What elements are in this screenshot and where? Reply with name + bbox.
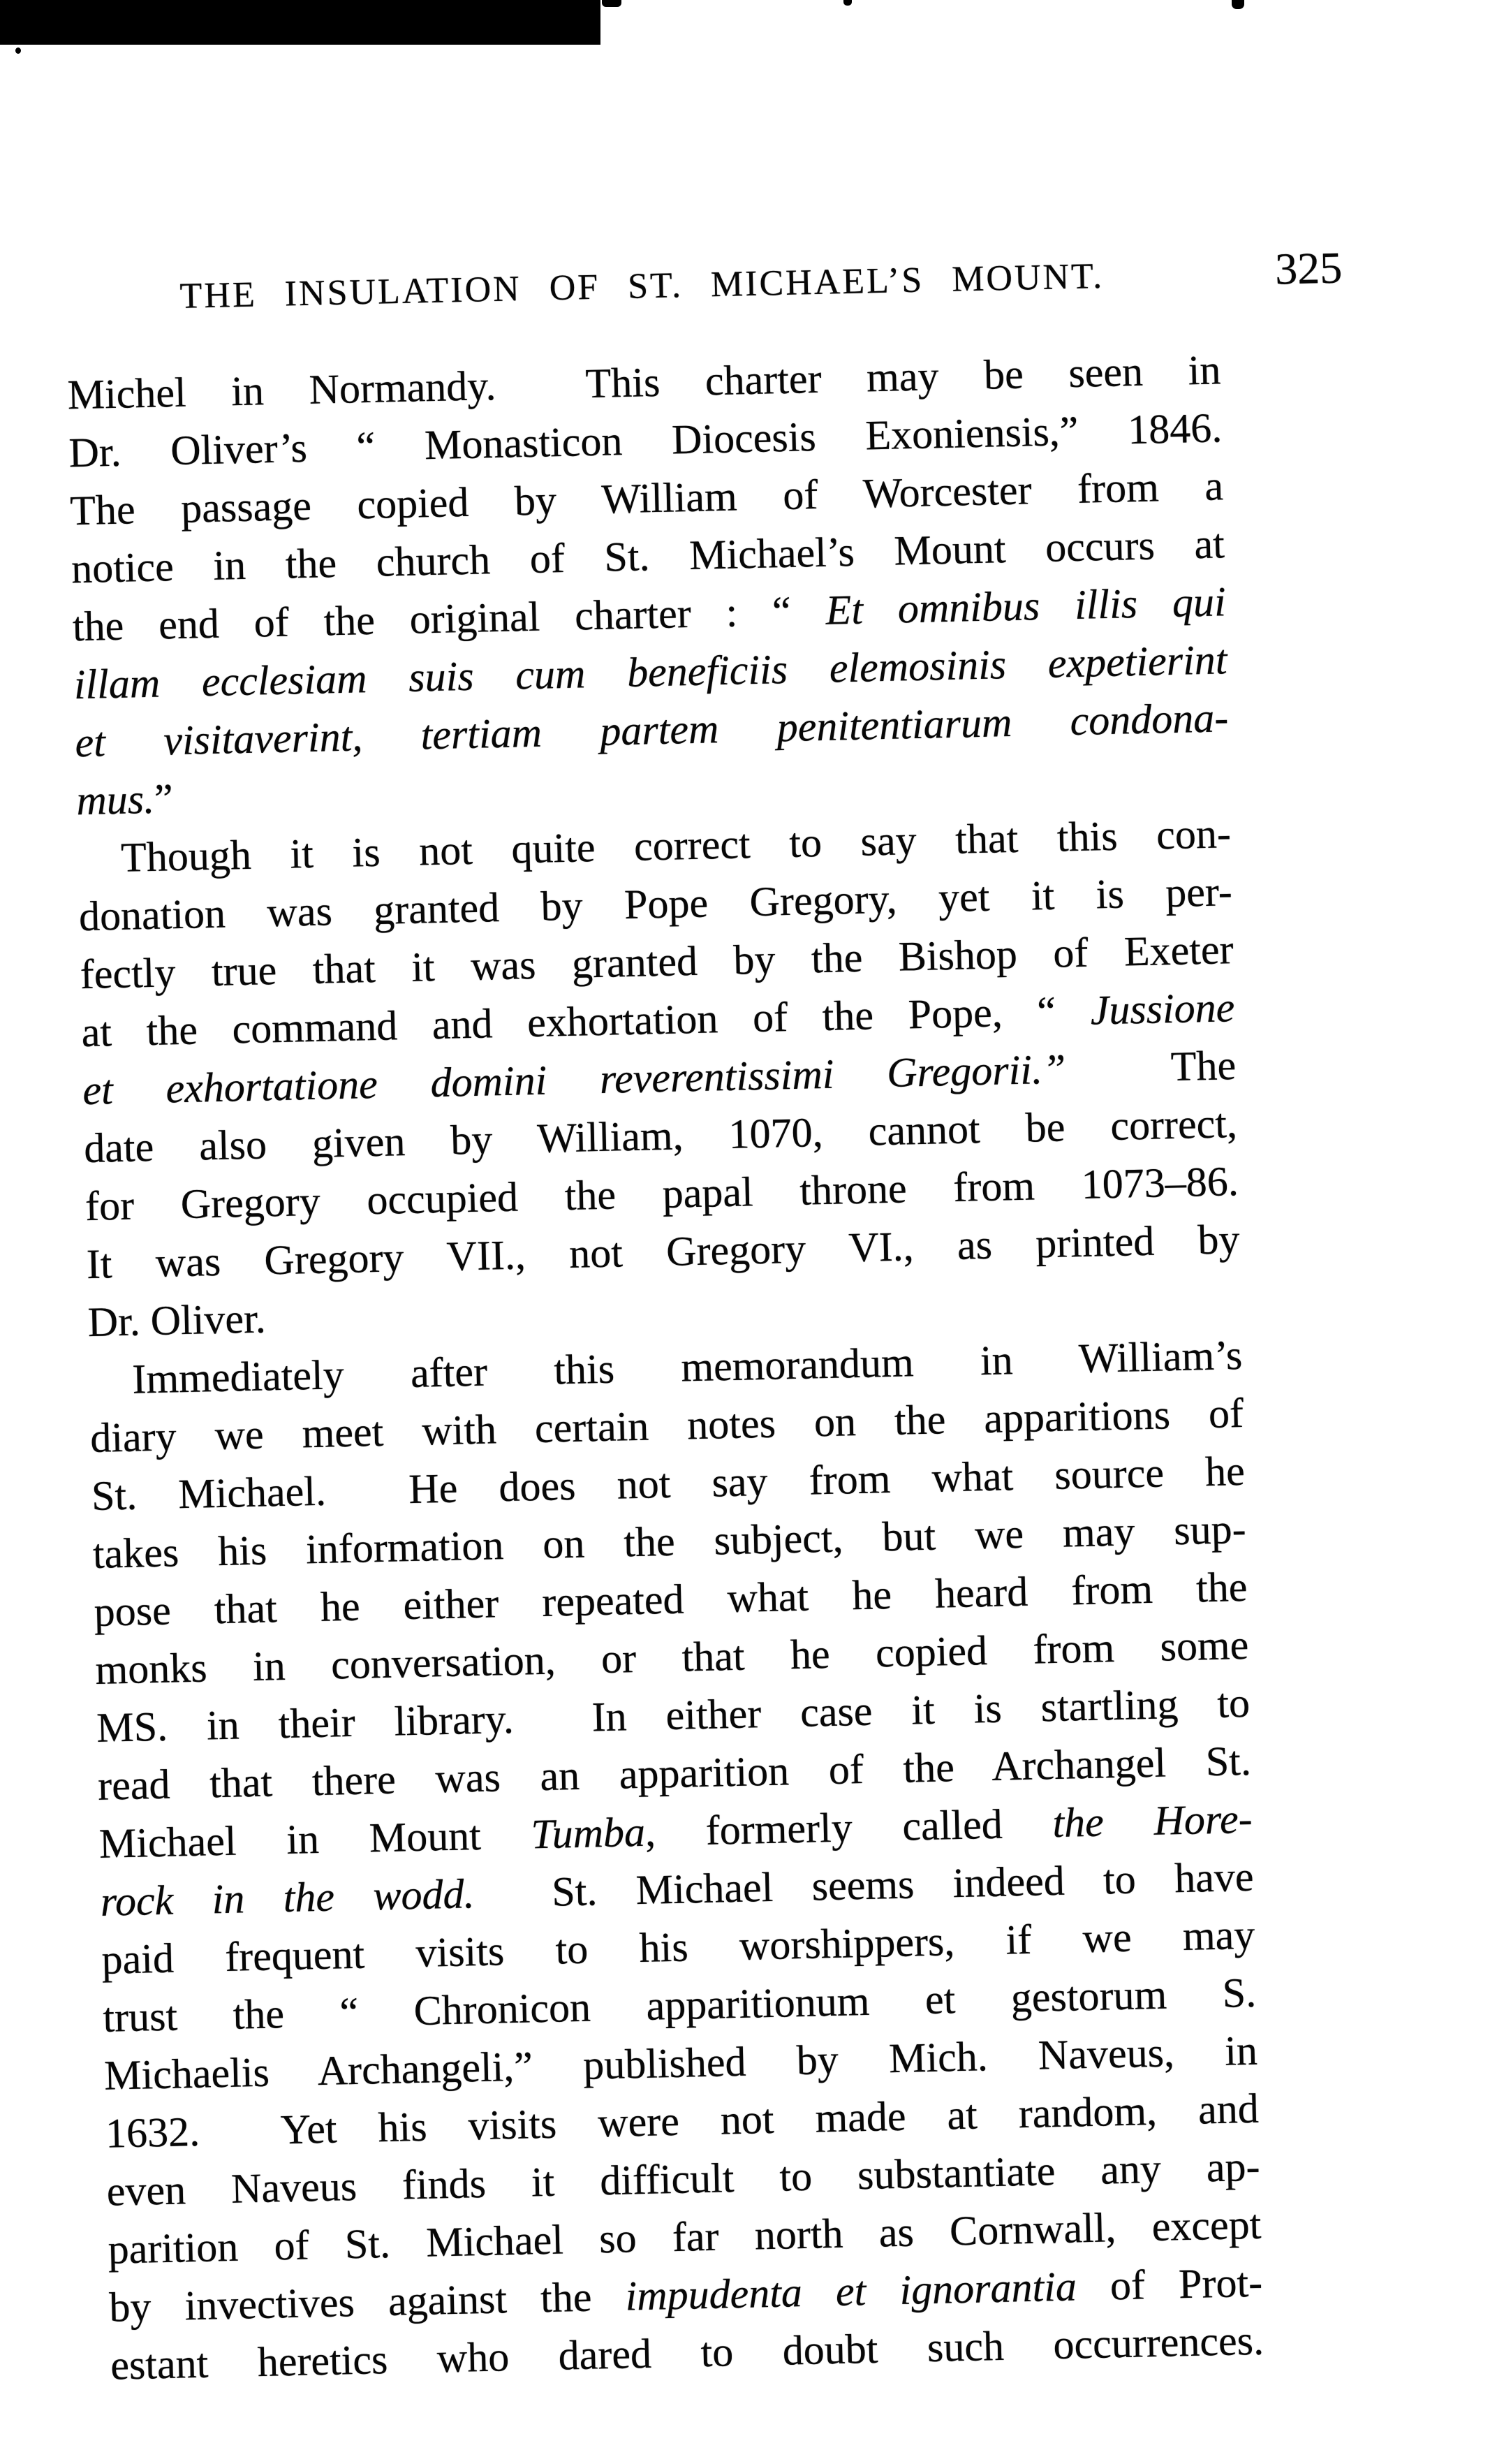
italic-text-segment: Jussione	[1089, 984, 1235, 1034]
text-segment: diary we meet with certain notes on the apparitions of	[89, 1389, 1244, 1462]
text-segment: fectly true that it was granted by the Bishop of Exeter	[80, 926, 1234, 998]
italic-text-segment: the Hore-	[1052, 1795, 1253, 1847]
text-segment: Michel in Normandy. This charter may be seen in	[66, 346, 1222, 418]
italic-text-segment: impudenta et ignorantia	[624, 2263, 1077, 2319]
text-segment: date also given by William, 1070, cannot be correct,	[83, 1100, 1238, 1172]
italic-text-segment: rock in the wodd.	[100, 1870, 475, 1925]
text-segment: 1632. Yet his visits were not made at random, and	[105, 2085, 1260, 2157]
paragraph	[67, 341, 1230, 830]
text-segment: notice in the church of St. Michael’s Mount occurs at	[71, 520, 1225, 592]
text-segment: takes his information on the subject, but we may sup-	[92, 1505, 1247, 1577]
text-segment: Though it is not quite correct to say that this con-	[120, 810, 1232, 881]
text-segment: trust the “ Chronicon apparitionum et gestorum S.	[102, 1969, 1257, 2041]
text-segment: for Gregory occupied the papal throne from 1073–86.	[84, 1158, 1239, 1230]
text-segment: parition of St. Michael so far north as Cornwall, except	[107, 2201, 1262, 2273]
text-segment: of Prot-	[1076, 2259, 1263, 2310]
text-segment: Michaelis Archangeli,” published by Mich. Naveus, in	[103, 2027, 1258, 2099]
text-segment: ”	[154, 775, 174, 822]
italic-text-segment: illam ecclesiam suis cum beneficiis elemosinis expetierint	[73, 636, 1228, 708]
text-segment: The passage copied by William of Worcester from a	[69, 462, 1224, 534]
paragraph	[77, 805, 1241, 1351]
text-segment: by invectives against the	[108, 2273, 626, 2331]
text-segment: at the command and exhortation of the Pope, “	[80, 987, 1091, 1056]
text-segment: Dr. Oliver’s “ Monasticon Diocesis Exoniensis,” 1846.	[68, 404, 1223, 476]
page-body	[67, 341, 1264, 2394]
page-header	[179, 242, 1343, 319]
text-segment: St. Michael. He does not say from what source he	[91, 1447, 1246, 1520]
text-segment: read that there was an apparition of the Archangel St.	[97, 1737, 1252, 1809]
running-head-title: THE INSULATION OF ST. MICHAEL’S MOUNT.	[179, 256, 1105, 316]
text-segment: , formerly called	[644, 1800, 1054, 1855]
italic-text-segment: Et omnibus illis qui	[825, 578, 1227, 633]
text-segment: St. Michael seems indeed to have	[473, 1853, 1255, 1917]
text-segment: pose that he either repeated what he heard from the	[94, 1563, 1248, 1635]
page-number: 325	[1274, 242, 1343, 294]
text-segment: It was Gregory VII., not Gregory VI., as printed by	[86, 1216, 1241, 1288]
text-segment: The	[1065, 1042, 1237, 1092]
text-segment: estant heretics who dared to doubt such occurrences.	[110, 2317, 1264, 2389]
text-segment: paid frequent visits to his worshippers, if we may	[101, 1911, 1255, 1983]
text-segment: Dr. Oliver.	[87, 1295, 267, 1346]
text-segment: monks in conversation, or that he copied from some	[94, 1621, 1249, 1693]
text-segment: MS. in their library. In either case it is startling to	[96, 1679, 1251, 1751]
italic-text-segment: et exhortatione domini reverentissimi Gregorii.”	[82, 1046, 1066, 1114]
text-segment: Immediately after this memorandum in William’s	[131, 1332, 1243, 1402]
italic-text-segment: mus.	[75, 775, 155, 824]
text-segment: the end of the original charter : “	[72, 587, 827, 650]
paragraph	[89, 1326, 1264, 2395]
text-segment: donation was granted by Pope Gregory, yet it is per-	[78, 868, 1233, 940]
text-segment: even Naveus finds it difficult to substantiate any ap-	[106, 2143, 1261, 2215]
italic-text-segment: et visitaverint, tertiam partem penitentiarum condona-	[74, 694, 1229, 766]
text-segment: Michael in Mount	[98, 1811, 532, 1867]
italic-text-segment: Tumba	[530, 1808, 646, 1858]
